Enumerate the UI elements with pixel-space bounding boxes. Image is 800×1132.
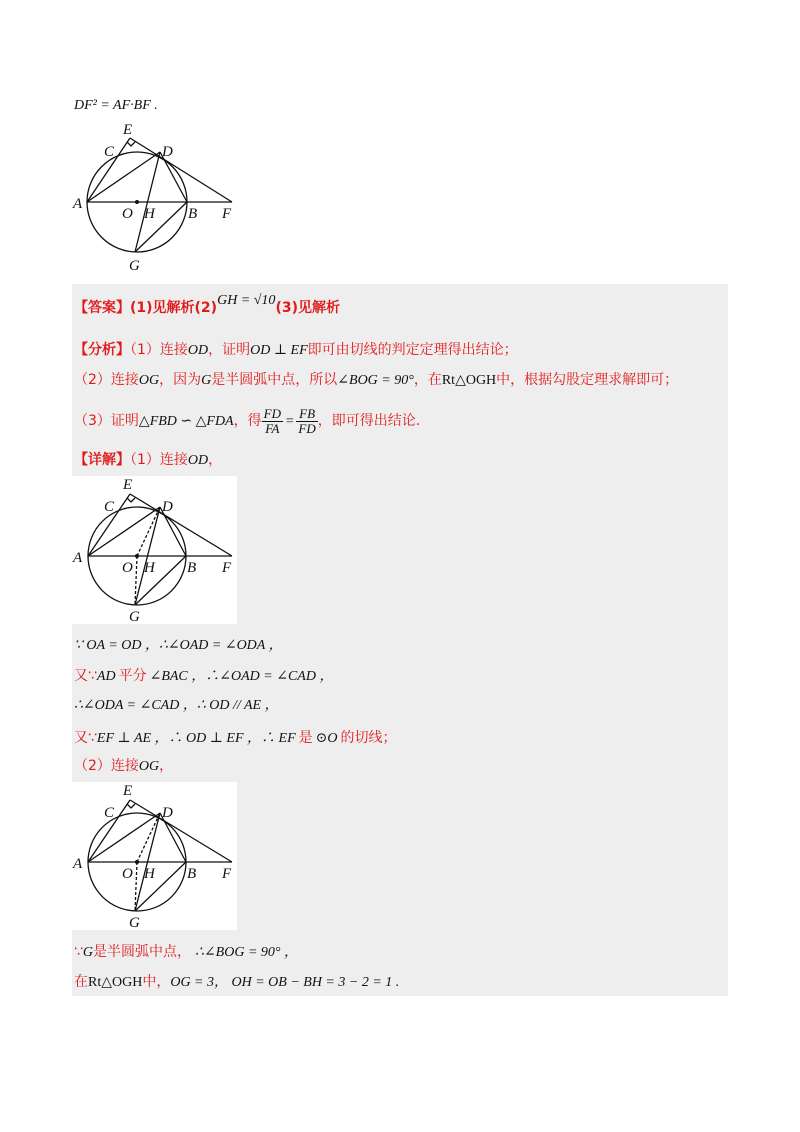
detail-l2-text-b: ，	[159, 758, 174, 774]
detail-p4-text-b: 是	[298, 730, 313, 746]
analysis-l2-text-e: 中，根据勾股定理求解即可；	[496, 372, 679, 388]
analysis-l1-math-2: OD ⊥ EF	[250, 343, 308, 358]
fraction-equals: =	[284, 414, 295, 429]
analysis-l1-text-a: （1）连接	[130, 342, 188, 358]
analysis-l2-text-b: ，因为	[159, 372, 202, 388]
detail-p6-text-b: 中，	[142, 974, 171, 990]
answer-tag: 【答案】	[74, 300, 130, 316]
fraction-fd-fa	[262, 407, 283, 436]
detail-p2-math-1: AD	[96, 669, 116, 684]
fig3-label-E: E	[123, 783, 133, 799]
detail-p5-text-a: ∵	[74, 944, 83, 960]
detail-p5-text-b: 是半圆弧中点，	[93, 944, 192, 960]
fraction-2-numerator: FB	[296, 407, 317, 422]
detail-p6-math-1: Rt△OGH	[88, 975, 143, 990]
detail-p2-text-b: 平分	[118, 668, 147, 684]
analysis-l2-text-a: （2）连接	[74, 372, 139, 388]
analysis-l2-math-3: ∠BOG = 90°	[337, 373, 414, 388]
detail-p4-text-c: 的切线；	[340, 730, 397, 746]
detail-p4-math-1: EF ⊥ AE ，∴ OD ⊥ EF ，∴ EF	[96, 731, 296, 746]
fraction-1-denominator: FA	[265, 420, 280, 436]
fig3-label-F: F	[222, 866, 232, 882]
detail-l2-text-a: （2）连接	[74, 758, 139, 774]
detail-l2-math: OG	[138, 759, 160, 774]
fraction-1-numerator: FD	[263, 405, 281, 421]
fig2-label-F: F	[222, 560, 232, 576]
analysis-l3-text-a: （3）证明	[74, 413, 139, 429]
detail-p5-math-2: ∴∠BOG = 90° ，	[195, 945, 299, 960]
detail-l1-text-b: ，	[208, 452, 223, 468]
fig3-label-B: B	[187, 866, 197, 882]
analysis-l2-math-1: OG	[138, 373, 160, 388]
detail-p4	[74, 728, 396, 749]
label-G: G	[129, 258, 140, 274]
detail-line-1	[74, 450, 222, 471]
label-H: H	[144, 206, 155, 222]
detail-line-2	[74, 756, 173, 777]
detail-p5	[74, 942, 298, 963]
detail-p6-text-a: 在	[74, 974, 88, 990]
detail-tag: 【详解】	[74, 452, 130, 468]
analysis-l1-text-b: ，证明	[208, 342, 251, 358]
detail-p6-math-2: OG = 3， OH = OB − BH = 3 − 2 = 1 .	[170, 975, 400, 990]
label-F: F	[222, 206, 232, 222]
detail-p6	[74, 972, 399, 993]
detail-p4-text-a: 又∵	[74, 730, 97, 746]
analysis-l3-text-b: ，得	[233, 413, 262, 429]
detail-p2	[74, 666, 333, 687]
fig2-label-D: D	[162, 499, 173, 515]
detail-l1-math: OD	[187, 453, 209, 468]
detail-p5-math-1: G	[82, 945, 94, 960]
figure-3-box	[72, 782, 237, 930]
fig3-label-O: O	[122, 866, 133, 882]
label-A: A	[73, 196, 83, 212]
label-D: D	[162, 144, 173, 160]
fig3-label-G: G	[129, 915, 140, 930]
fig3-label-C: C	[104, 805, 115, 821]
fig2-label-A: A	[73, 550, 83, 566]
fraction-2-denominator: FD	[298, 420, 316, 436]
fig2-label-G: G	[129, 609, 140, 624]
fig2-label-O: O	[122, 560, 133, 576]
fig3-label-D: D	[162, 805, 173, 821]
analysis-l1-math-1: OD	[187, 343, 209, 358]
figure-2-box	[72, 476, 237, 624]
detail-p1: ∵ OA = OD ，∴∠OAD = ∠ODA ，	[74, 638, 283, 653]
fig3-label-H: H	[144, 866, 155, 882]
analysis-line-2	[74, 370, 678, 391]
label-B: B	[188, 206, 198, 222]
fig3-label-A: A	[73, 856, 83, 872]
label-E: E	[123, 122, 133, 138]
answer-formula: GH = √10	[217, 293, 276, 308]
fig2-label-H: H	[144, 560, 155, 576]
analysis-l3-math-1: △FBD ∽ △FDA	[138, 414, 234, 429]
analysis-l2-math-2: G	[201, 373, 212, 388]
analysis-l2-text-c: 是半圆弧中点，所以	[211, 372, 338, 388]
analysis-l2-math-4: Rt△OGH	[441, 373, 497, 388]
label-O: O	[122, 206, 133, 222]
fig2-label-C: C	[104, 499, 115, 515]
answer-part1: (1)见解析(2)	[130, 300, 218, 316]
analysis-l3-text-c: ，即可得出结论.	[317, 413, 421, 429]
answer-part3: (3)见解析	[275, 300, 340, 316]
detail-p2-math-2: ∠BAC ，∴∠OAD = ∠CAD ，	[149, 669, 334, 684]
intro-formula: DF² = AF·BF .	[74, 98, 158, 113]
analysis-l2-text-d: ，在	[413, 372, 442, 388]
analysis-line-3	[74, 404, 420, 440]
geometry-figure-3	[72, 782, 237, 930]
detail-l1-text-a: （1）连接	[130, 452, 188, 468]
detail-p3: ∴∠ODA = ∠CAD ，∴ OD // AE ，	[74, 698, 279, 713]
geometry-figure-1	[72, 118, 252, 276]
fig2-label-B: B	[187, 560, 197, 576]
analysis-l1-text-c: 即可由切线的判定定理得出结论；	[307, 342, 518, 358]
fraction-fb-fd	[296, 407, 317, 436]
label-C: C	[104, 144, 115, 160]
fig2-label-E: E	[123, 477, 133, 493]
geometry-figure-2	[72, 476, 237, 624]
analysis-tag: 【分析】	[74, 342, 130, 358]
analysis-line-1	[74, 340, 518, 361]
detail-p4-math-2: ⊙O	[315, 731, 338, 746]
detail-p2-text-a: 又∵	[74, 668, 97, 684]
answer-line	[74, 293, 340, 319]
